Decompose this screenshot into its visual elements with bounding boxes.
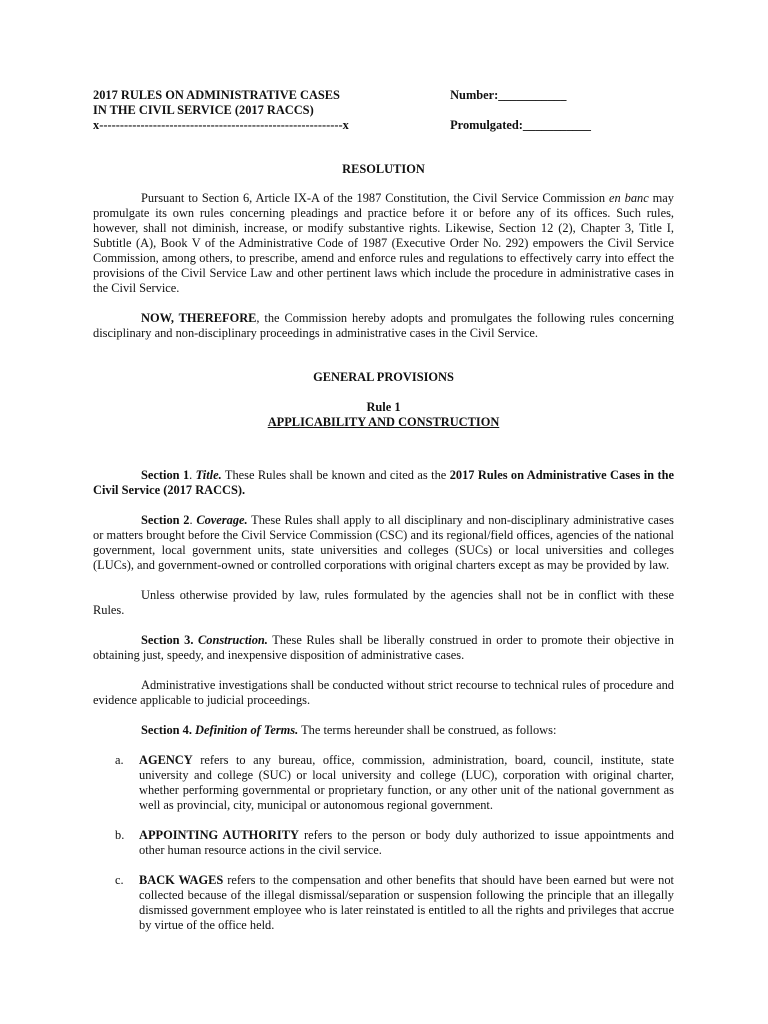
resolution-paragraph-1-part-b: may promulgate its own rules concerning pleadings and practice before it or before any of its offices. Such rules, however, shall not diminish, increase, or modify substantive rights. Likewise, Section 12 (2), Chapter 3, Title I, Subtitle (A), Book V of the Administrative Code of 1987 (Executive Order No. 292) empowers the Civil Service Commission, among others, to prescribe, amend and enforce rules and regulations to effectively carry into effect the provisions of the Civil Service Law and other pertinent laws which include the procedure in administrative cases in the Civil Service. bbox=[93, 191, 674, 295]
list-item-marker: b. bbox=[115, 828, 125, 842]
section-3-label: Section 3. bbox=[141, 633, 194, 647]
resolution-paragraph-1 bbox=[93, 191, 674, 296]
header-separator: x-----------------------------------------------------------x bbox=[93, 118, 349, 132]
list-item-marker: a. bbox=[115, 753, 124, 767]
section-1-text: These Rules shall be known and cited as the bbox=[221, 468, 450, 482]
header-meta-block bbox=[450, 88, 591, 133]
document-header bbox=[93, 88, 674, 133]
section-2-paragraph-2: Unless otherwise provided by law, rules formulated by the agencies shall not be in conflict with these Rules. bbox=[93, 588, 674, 617]
definition-term: BACK WAGES bbox=[139, 873, 224, 887]
section-1-citation-bold: 2017 Rules on Administrative Cases in the Civil Service (2017 RACCS). bbox=[93, 468, 674, 497]
definition-text: refers to the person or body duly authorized to issue appointments and other human resource actions in the civil service. bbox=[139, 828, 674, 857]
rule-number: Rule 1 bbox=[366, 400, 401, 414]
rule-title: APPLICABILITY AND CONSTRUCTION bbox=[267, 415, 500, 429]
resolution-paragraph-1-part-a: Pursuant to Section 6, Article IX-A of the 1987 Constitution, the Civil Service Commission bbox=[141, 191, 610, 205]
definitions-list bbox=[93, 753, 674, 933]
section-1: Section 1. Title. These Rules shall be known and cited as the 2017 Rules on Administrative Cases in the Civil Service (2017 RACCS). bbox=[93, 468, 674, 497]
section-3-paragraph-2: Administrative investigations shall be conducted without strict recourse to technical rules of procedure and evidence applicable to judicial proceedings. bbox=[93, 678, 674, 707]
section-2: Section 2. Coverage. These Rules shall apply to all disciplinary and non-disciplinary administrative cases or matters brought before the Civil Service Commission (CSC) and its regional/field offices, agencies of the national government, local government units, state universities and colleges (SUCs) or local universities and colleges (LUCs), and government-owned or controlled corporations with original charters except as may be provided by law. bbox=[93, 513, 674, 572]
list-item bbox=[93, 753, 674, 813]
definition-term: APPOINTING AUTHORITY bbox=[139, 828, 299, 842]
now-therefore-bold: NOW, THEREFORE bbox=[141, 311, 257, 325]
resolution-heading: RESOLUTION bbox=[342, 162, 425, 176]
list-item-marker: c. bbox=[115, 873, 124, 887]
section-2-label: Section 2 bbox=[141, 513, 190, 527]
resolution-paragraph-2 bbox=[93, 311, 674, 341]
section-3 bbox=[93, 633, 674, 663]
definition-text: refers to any bureau, office, commission, administration, board, council, institute, state university and college (SUC) or local university and college (LUC), corporation with original charter, whether performing governmental or proprietary function, or any other unit of the national government as well as provincial, city, municipal or autonomous regional government. bbox=[139, 753, 674, 812]
header-title-line-2: IN THE CIVIL SERVICE (2017 RACCS) bbox=[93, 103, 314, 117]
header-title-line-1: 2017 RULES ON ADMINISTRATIVE CASES bbox=[93, 88, 340, 102]
definition-term: AGENCY bbox=[139, 753, 193, 767]
promulgated-field-label: Promulgated:___________ bbox=[450, 118, 591, 132]
section-2-text: These Rules shall apply to all disciplinary and non-disciplinary administrative cases or matters brought before the Civil Service Commission (CSC) and its regional/field offices, agencies of the national government, local government units, state universities and colleges (SUCs) or local universities and colleges (LUCs), and government-owned or controlled corporations with original charters except as may be provided by law. bbox=[93, 513, 674, 572]
section-3-title: Construction. bbox=[198, 633, 268, 647]
general-provisions-heading: GENERAL PROVISIONS bbox=[313, 370, 454, 384]
en-banc-emphasis: en banc bbox=[609, 191, 649, 205]
definition-text: refers to the compensation and other benefits that should have been earned but were not collected because of the illegal dismissal/separation or suspension following the principle that an illegally dismissed government employee who is later reinstated is entitled to all the rights and privileges that accrue by virtue of the office held. bbox=[139, 873, 674, 932]
header-title-block bbox=[93, 88, 349, 133]
section-1-title: Title. bbox=[195, 468, 222, 482]
section-4-text: The terms hereunder shall be construed, as follows: bbox=[298, 723, 557, 737]
resolution-paragraph-2-rest: , the Commission hereby adopts and promulgates the following rules concerning disciplinary and non-disciplinary proceedings in administrative cases in the Civil Service. bbox=[93, 311, 674, 340]
section-4 bbox=[93, 723, 674, 738]
section-3-text: These Rules shall be liberally construed in order to promote their objective in obtaining just, speedy, and inexpensive disposition of administrative cases. bbox=[93, 633, 674, 662]
list-item bbox=[93, 873, 674, 933]
list-item bbox=[93, 828, 674, 858]
number-field-label: Number:___________ bbox=[450, 88, 567, 102]
section-2-title: Coverage. bbox=[196, 513, 248, 527]
section-4-label: Section 4. bbox=[141, 723, 192, 737]
section-1-label: Section 1 bbox=[141, 468, 190, 482]
section-4-title: Definition of Terms. bbox=[195, 723, 299, 737]
